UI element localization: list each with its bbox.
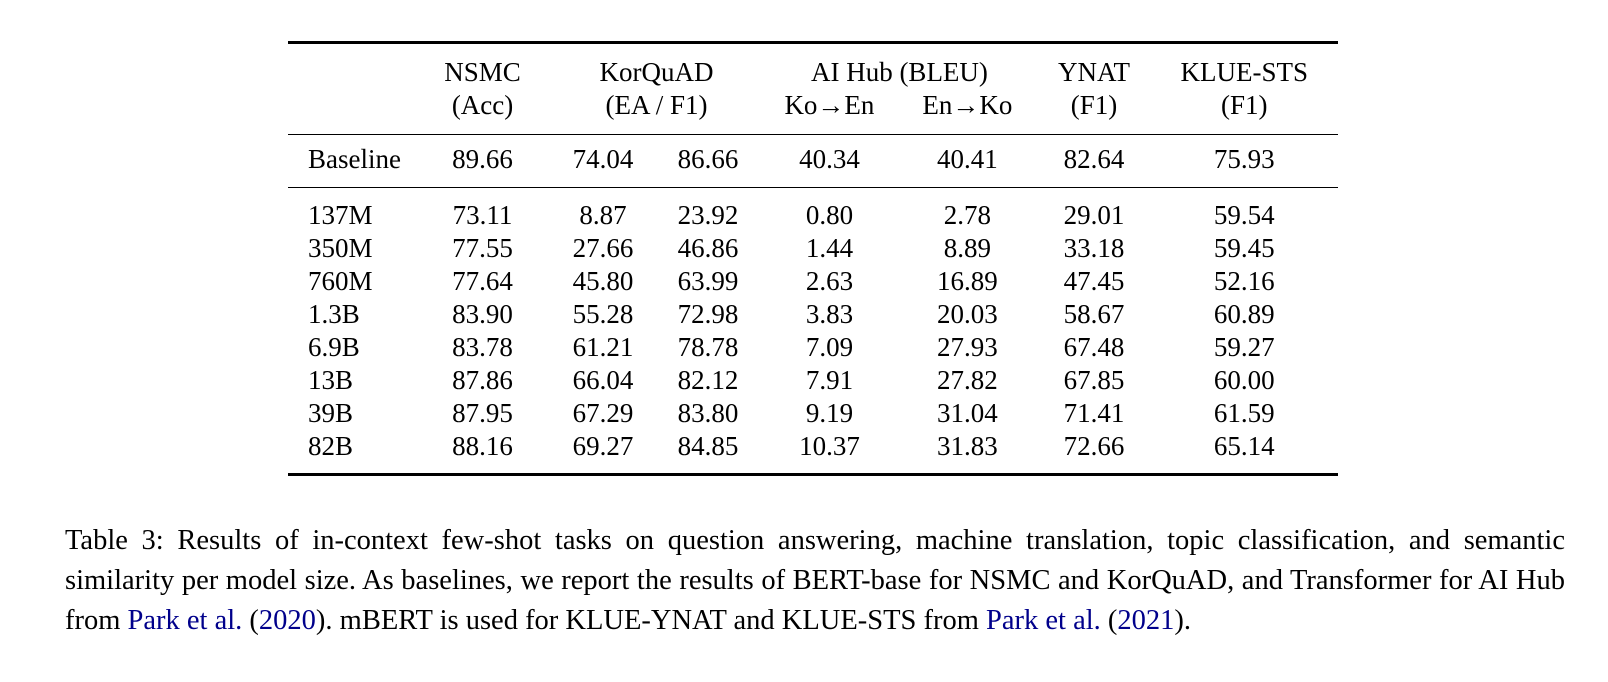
baseline-row bbox=[288, 135, 1338, 188]
subheader-klue-sts: (F1) bbox=[1221, 90, 1268, 120]
cell-klue-sts: 60.00 bbox=[1213, 365, 1275, 395]
row-label: 39B bbox=[308, 398, 354, 428]
subheader-ynat: (F1) bbox=[1070, 90, 1118, 120]
cell-nsmc: 83.78 bbox=[452, 332, 513, 362]
cell-korquad-f1: 83.80 bbox=[677, 398, 739, 428]
cell-korquad-f1: 84.85 bbox=[677, 431, 739, 461]
table-row bbox=[288, 298, 1338, 331]
cell-en-ko: 27.93 bbox=[937, 332, 998, 362]
results-table bbox=[288, 41, 1338, 476]
cell-korquad-f1: 46.86 bbox=[677, 233, 739, 263]
cell-ynat: 67.85 bbox=[1063, 365, 1125, 395]
cell-klue-sts: 52.16 bbox=[1213, 266, 1275, 296]
cell-ko-en: 1.44 bbox=[805, 233, 854, 263]
row-label: 13B bbox=[308, 365, 354, 395]
cell-ynat: 67.48 bbox=[1063, 332, 1125, 362]
cell-en-ko: 2.78 bbox=[943, 200, 991, 230]
cell-korquad-f1: 78.78 bbox=[677, 332, 739, 362]
cell-nsmc: 87.86 bbox=[452, 365, 513, 395]
cell-en-ko: 40.41 bbox=[937, 144, 998, 174]
cell-ko-en: 7.91 bbox=[805, 365, 854, 395]
header-nsmc: NSMC bbox=[444, 57, 521, 87]
cell-korquad-ea: 69.27 bbox=[572, 431, 634, 461]
table-row bbox=[288, 188, 1338, 233]
cell-korquad-ea: 45.80 bbox=[572, 266, 634, 296]
subheader-en-ko: En→Ko bbox=[922, 90, 1013, 120]
row-label: 6.9B bbox=[308, 332, 360, 362]
row-label: 82B bbox=[308, 431, 354, 461]
cell-ynat: 71.41 bbox=[1063, 398, 1125, 428]
cell-korquad-f1: 63.99 bbox=[677, 266, 739, 296]
cell-en-ko: 31.83 bbox=[937, 431, 998, 461]
subheader-ko-en: Ko→En bbox=[784, 90, 875, 120]
caption-text: ( bbox=[1100, 604, 1118, 636]
caption-text: ( bbox=[242, 604, 259, 636]
table-row bbox=[288, 331, 1338, 364]
header-row-sub bbox=[288, 89, 1338, 135]
results-table-container bbox=[288, 41, 1338, 476]
cell-en-ko: 20.03 bbox=[937, 299, 998, 329]
cell-ko-en: 0.80 bbox=[805, 200, 854, 230]
header-ynat: YNAT bbox=[1057, 57, 1130, 87]
cell-ko-en: 2.63 bbox=[805, 266, 854, 296]
cell-korquad-ea: 55.28 bbox=[572, 299, 634, 329]
cell-korquad-ea: 27.66 bbox=[572, 233, 634, 263]
row-label: Baseline bbox=[308, 144, 401, 174]
cell-nsmc: 77.64 bbox=[452, 266, 513, 296]
cell-korquad-ea: 61.21 bbox=[572, 332, 634, 362]
cell-en-ko: 27.82 bbox=[937, 365, 998, 395]
caption-text: ). mBERT is used for KLUE-YNAT and KLUE-STS from bbox=[315, 604, 987, 636]
caption-text: Table 3: Results of in-context few-shot tasks on question answering, machine translation, topic classification, and semantic similarity per model size. As baselines, we report the results of BERT-base for NSMC and KorQuAD, and Transformer for AI Hub from bbox=[65, 524, 1565, 636]
cell-korquad-ea: 8.87 bbox=[579, 200, 627, 230]
cell-nsmc: 88.16 bbox=[452, 431, 513, 461]
row-label: 1.3B bbox=[308, 299, 360, 329]
cell-en-ko: 16.89 bbox=[937, 266, 998, 296]
cell-klue-sts: 59.54 bbox=[1213, 200, 1275, 230]
cell-nsmc: 87.95 bbox=[452, 398, 513, 428]
table-row bbox=[288, 232, 1338, 265]
table-row bbox=[288, 397, 1338, 430]
cell-klue-sts: 60.89 bbox=[1213, 299, 1275, 329]
header-aihub: AI Hub (BLEU) bbox=[810, 57, 988, 87]
cell-nsmc: 89.66 bbox=[452, 144, 513, 174]
cell-ynat: 47.45 bbox=[1063, 266, 1125, 296]
cell-ynat: 72.66 bbox=[1063, 431, 1125, 461]
cell-ynat: 33.18 bbox=[1063, 233, 1125, 263]
cell-ynat: 58.67 bbox=[1063, 299, 1125, 329]
cell-nsmc: 83.90 bbox=[452, 299, 513, 329]
cell-korquad-ea: 66.04 bbox=[572, 365, 634, 395]
subheader-korquad: (EA / F1) bbox=[605, 90, 708, 120]
cell-ynat: 82.64 bbox=[1063, 144, 1125, 174]
cell-nsmc: 73.11 bbox=[452, 200, 513, 230]
cell-en-ko: 31.04 bbox=[937, 398, 998, 428]
cell-ko-en: 3.83 bbox=[805, 299, 854, 329]
cell-ko-en: 7.09 bbox=[805, 332, 854, 362]
header-row-top bbox=[288, 43, 1338, 90]
citation-link-author[interactable]: Park et al. bbox=[127, 604, 243, 636]
header-korquad: KorQuAD bbox=[599, 57, 714, 87]
citation-link-year[interactable]: 2020 bbox=[258, 604, 316, 636]
cell-korquad-ea: 67.29 bbox=[572, 398, 634, 428]
cell-ko-en: 9.19 bbox=[805, 398, 854, 428]
cell-korquad-f1: 72.98 bbox=[677, 299, 739, 329]
cell-nsmc: 77.55 bbox=[452, 233, 513, 263]
cell-ko-en: 40.34 bbox=[799, 144, 860, 174]
subheader-corner bbox=[288, 89, 414, 135]
cell-korquad-ea: 74.04 bbox=[572, 144, 634, 174]
table-caption bbox=[65, 521, 1565, 641]
row-label: 137M bbox=[308, 200, 373, 230]
cell-korquad-f1: 23.92 bbox=[677, 200, 739, 230]
cell-en-ko: 8.89 bbox=[943, 233, 991, 263]
cell-klue-sts: 59.27 bbox=[1213, 332, 1275, 362]
row-label: 760M bbox=[308, 266, 373, 296]
cell-klue-sts: 59.45 bbox=[1213, 233, 1275, 263]
citation-link-author[interactable]: Park et al. bbox=[986, 604, 1101, 636]
subheader-nsmc: (Acc) bbox=[451, 90, 514, 120]
citation-link-year[interactable]: 2021 bbox=[1117, 604, 1175, 636]
cell-klue-sts: 75.93 bbox=[1213, 144, 1275, 174]
cell-ko-en: 10.37 bbox=[799, 431, 860, 461]
cell-korquad-f1: 86.66 bbox=[677, 144, 739, 174]
header-corner bbox=[288, 43, 414, 90]
table-row bbox=[288, 265, 1338, 298]
cell-korquad-f1: 82.12 bbox=[677, 365, 739, 395]
cell-klue-sts: 65.14 bbox=[1213, 431, 1275, 461]
table-row bbox=[288, 430, 1338, 475]
cell-klue-sts: 61.59 bbox=[1213, 398, 1275, 428]
cell-ynat: 29.01 bbox=[1063, 200, 1125, 230]
header-klue-sts: KLUE-STS bbox=[1180, 57, 1309, 87]
table-row bbox=[288, 364, 1338, 397]
caption-text: ). bbox=[1174, 604, 1192, 636]
row-label: 350M bbox=[308, 233, 373, 263]
